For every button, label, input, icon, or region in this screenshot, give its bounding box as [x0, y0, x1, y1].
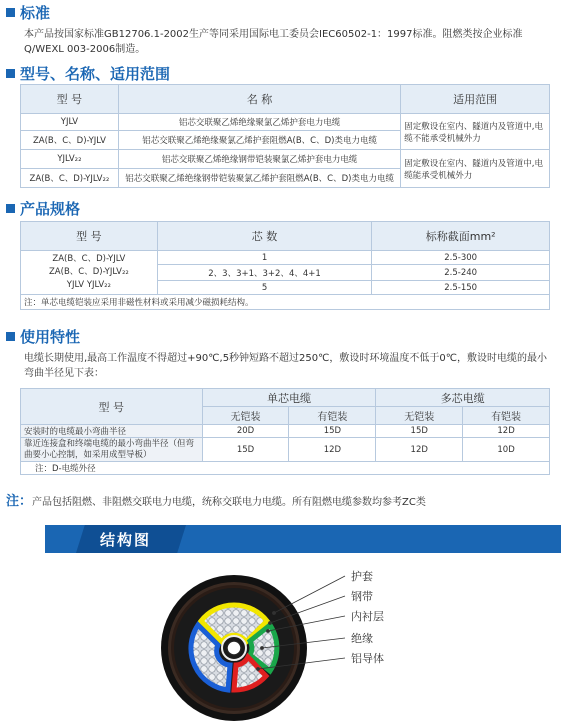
usage-text: 电缆长期使用,最高工作温度不得超过+90℃,5秒钟短路不超过250℃，敷设时环境温度不低于0℃，敷设时电缆的最小弯曲半径见下表： — [24, 353, 547, 379]
header-multi-core: 多芯电缆 — [376, 389, 550, 407]
specs-table — [20, 221, 550, 310]
note-prefix: 注： — [6, 494, 33, 509]
value-cell: 20D — [202, 425, 289, 438]
section-title-usage: 使用特性 — [6, 326, 80, 347]
value-cell: 15D — [202, 438, 289, 462]
section-cell: 2.5-240 — [372, 265, 550, 281]
name-cell: 铝芯交联聚乙烯绝缘聚氯乙烯护套电力电缆 — [118, 114, 400, 131]
value-cell: 12D — [376, 438, 463, 462]
bottom-note — [6, 490, 426, 509]
table-header-row — [21, 222, 550, 251]
table-note-row — [21, 462, 550, 475]
cores-cell: 1 — [157, 251, 372, 265]
table-row — [21, 251, 550, 265]
models-table — [20, 84, 550, 188]
section-cell: 2.5-150 — [372, 281, 550, 295]
header-section: 标称截面mm² — [372, 222, 550, 251]
section-cell: 2.5-300 — [372, 251, 550, 265]
table-row — [21, 438, 550, 462]
header-name: 名 称 — [118, 85, 400, 114]
table-row — [21, 425, 550, 438]
cores-cell: 2、3、3+1、3+2、4、4+1 — [157, 265, 372, 281]
banner-left-gap — [0, 525, 45, 553]
table-row — [21, 114, 550, 131]
model-cell: ZA(B、C、D)-YJLV ZA(B、C、D)-YJLV₂₂ YJLV YJLV₂₂ — [21, 251, 158, 295]
cable-body — [161, 575, 307, 721]
name-cell: 铝芯交联聚乙烯绝缘钢带铠装聚氯乙烯护套阻燃A(B、C、D)类电力电缆 — [118, 169, 400, 188]
table-header-row — [21, 389, 550, 407]
header-model: 型 号 — [21, 389, 203, 425]
label-steel-tape: 钢带 — [351, 590, 373, 603]
bend-radius-table — [20, 388, 550, 475]
model-cell: ZA(B、C、D)-YJLV₂₂ — [21, 169, 119, 188]
value-cell: 12D — [289, 438, 376, 462]
header-unarmored: 无铠装 — [376, 407, 463, 425]
square-bullet-icon — [6, 8, 15, 17]
cores-cell: 5 — [157, 281, 372, 295]
usage-note: 注：D-电缆外径 — [21, 462, 550, 475]
header-unarmored: 无铠装 — [202, 407, 289, 425]
name-cell: 铝芯交联聚乙烯绝缘钢带铠装聚氯乙烯护套电力电缆 — [118, 150, 400, 169]
model-cell: YJLV₂₂ — [21, 150, 119, 169]
square-bullet-icon — [6, 69, 15, 78]
label-sheath: 护套 — [351, 570, 373, 583]
header-model: 型 号 — [21, 222, 158, 251]
model-cell: YJLV — [21, 114, 119, 131]
label-aluminum-conductor: 铝导体 — [351, 652, 384, 665]
label-insulation: 绝缘 — [351, 632, 373, 645]
header-scope: 适用范围 — [401, 85, 550, 114]
cable-cross-section — [0, 553, 561, 721]
name-cell: 铝芯交联聚乙烯绝缘聚氯乙烯护套阻燃A(B、C、D)类电力电缆 — [118, 131, 400, 150]
table-header-row — [21, 85, 550, 114]
header-armored: 有铠装 — [289, 407, 376, 425]
section-title-models: 型号、名称、适用范围 — [6, 63, 170, 84]
value-cell: 10D — [463, 438, 550, 462]
scope-cell: 固定敷设在室内、隧道内及管道中,电缆不能承受机械外力 — [401, 114, 550, 150]
value-cell: 15D — [289, 425, 376, 438]
standard-text: 本产品按国家标准GB12706.1-2002生产等同采用国际电工委员会IEC60502-1：1997标准。阻燃类按企业标准Q/WEXL 003-2006制造。 — [24, 29, 523, 55]
note-text: 产品包括阻燃、非阻燃交联电力电缆，统称交联电力电缆。所有阻燃电缆参数均参考ZC类 — [32, 497, 426, 508]
specs-note: 注：单芯电缆铠装应采用非磁性材料或采用减少磁损耗结构。 — [21, 295, 550, 310]
table-note-row — [21, 295, 550, 310]
square-bullet-icon — [6, 332, 15, 341]
scope-cell: 固定敷设在室内、隧道内及管道中,电缆能承受机械外力 — [401, 150, 550, 188]
square-bullet-icon — [6, 204, 15, 213]
row-label: 安装时的电缆最小弯曲半径 — [21, 425, 203, 438]
label-inner-lining: 内衬层 — [351, 610, 384, 623]
section-title-standard: 标准 — [6, 2, 50, 23]
value-cell: 12D — [463, 425, 550, 438]
header-cores: 芯 数 — [157, 222, 372, 251]
section-title-specs: 产品规格 — [6, 198, 80, 219]
header-armored: 有铠装 — [463, 407, 550, 425]
value-cell: 15D — [376, 425, 463, 438]
model-cell: ZA(B、C、D)-YJLV — [21, 131, 119, 150]
table-row — [21, 150, 550, 169]
header-single-core: 单芯电缆 — [202, 389, 376, 407]
header-model: 型 号 — [21, 85, 119, 114]
row-label: 靠近连接盒和终端电缆的最小弯曲半径（但弯曲要小心控制，如采用成型导板） — [21, 438, 203, 462]
structure-title: 结构图 — [100, 531, 152, 549]
